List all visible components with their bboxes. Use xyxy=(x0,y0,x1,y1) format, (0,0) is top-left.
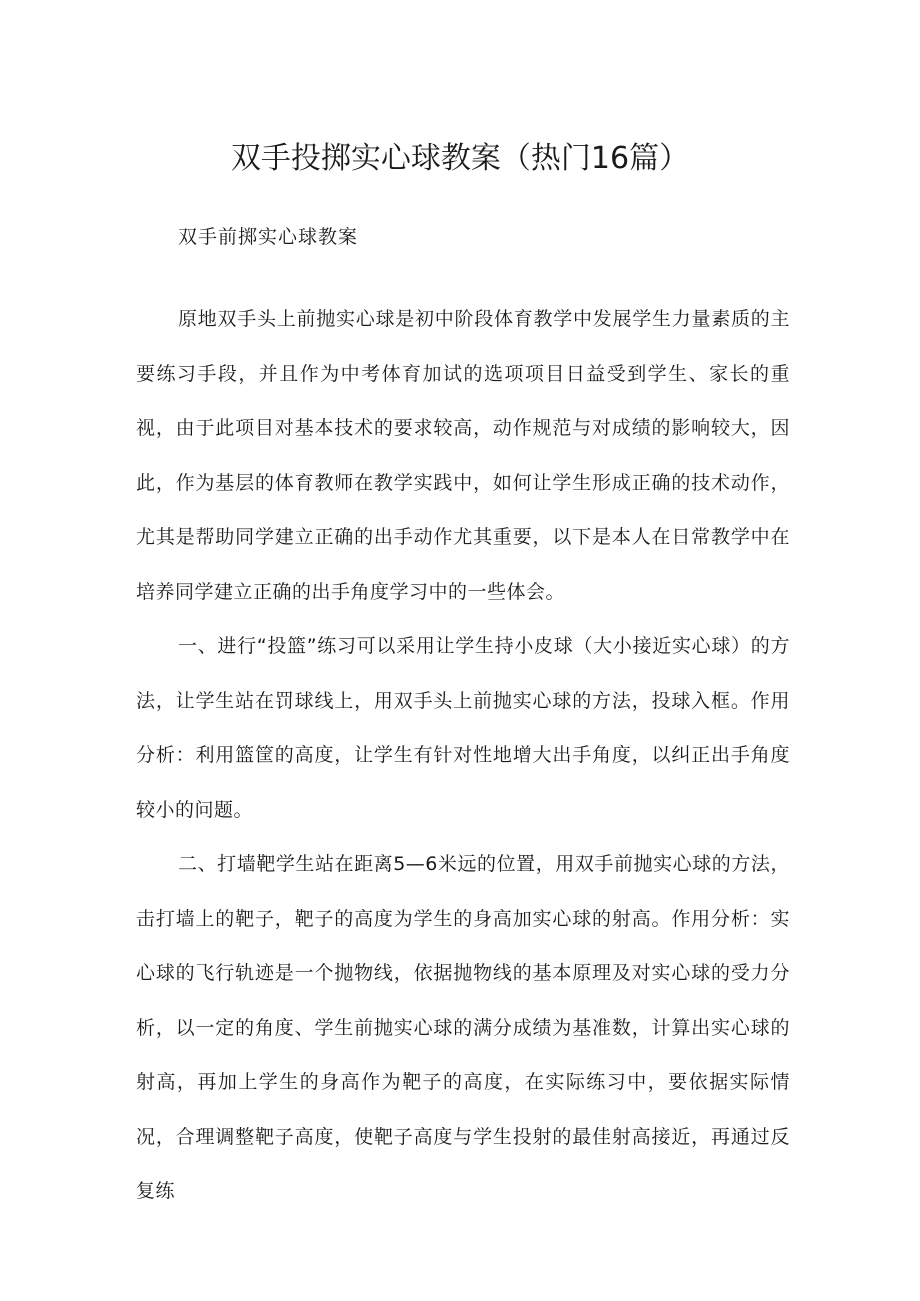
paragraph-method-two: 二、打墙靶学生站在距离5—6米远的位置，用双手前抛实心球的方法，击打墙上的靶子，靶子的高度为学生的身高加实心球的射高。作用分析：实心球的飞行轨迹是一个抛物线，依据抛物线的基本原理及对实心球的受力分析，以一定的角度、学生前抛实心球的满分成绩为基准数，计算出实心球的射高，再加上学生的身高作为靶子的高度，在实际练习中，要依据实际情况，合理调整靶子高度，使靶子高度与学生投射的最佳射高接近，再通过反复练 xyxy=(136,853,790,1202)
document-title: 双手投掷实心球教案（热门16篇） xyxy=(230,141,690,176)
paragraph-intro: 原地双手头上前抛实心球是初中阶段体育教学中发展学生力量素质的主要练习手段，并且作为中考体育加试的选项项目日益受到学生、家长的重视，由于此项目对基本技术的要求较高，动作规范与对成绩的影响较大，因此，作为基层的体育教师在教学实践中，如何让学生形成正确的技术动作，尤其是帮助同学建立正确的出手动作尤其重要，以下是本人在日常教学中在培养同学建立正确的出手角度学习中的一些体会。 xyxy=(136,308,790,603)
paragraph-method-one: 一、进行“投篮”练习可以采用让学生持小皮球（大小接近实心球）的方法，让学生站在罚球线上，用双手头上前抛实心球的方法，投球入框。作用分析：利用篮筐的高度，让学生有针对性地增大出手角度，以纠正出手角度较小的问题。 xyxy=(136,635,790,821)
document-subtitle: 双手前掷实心球教案 xyxy=(178,226,359,248)
document-body xyxy=(136,292,790,1219)
